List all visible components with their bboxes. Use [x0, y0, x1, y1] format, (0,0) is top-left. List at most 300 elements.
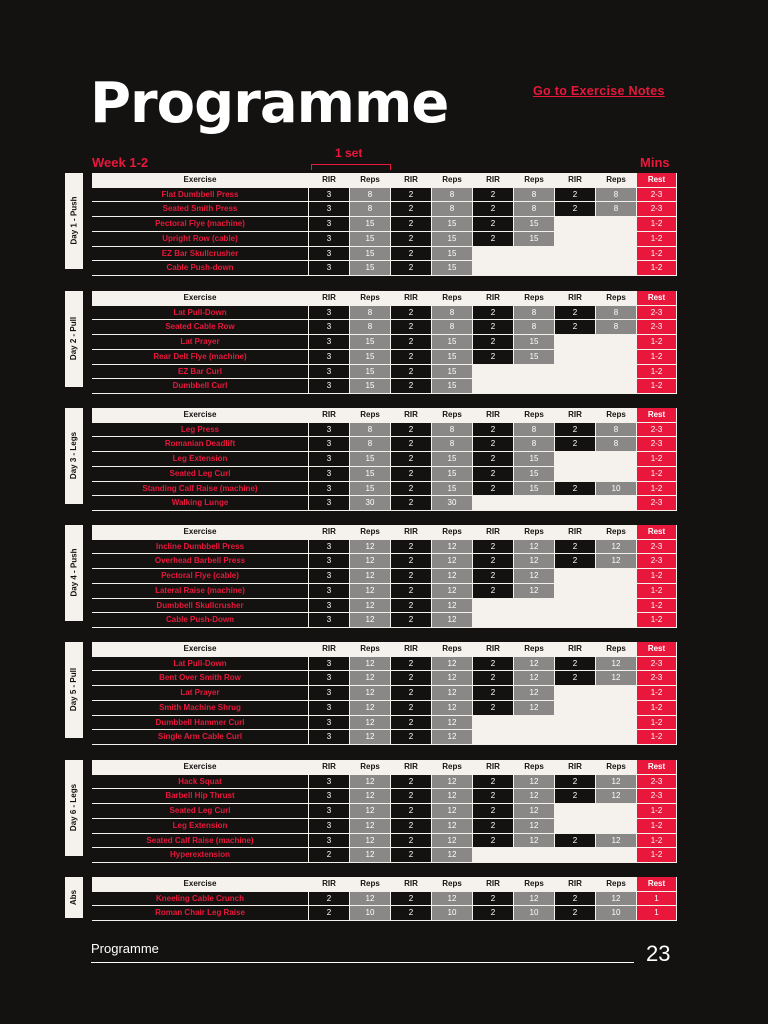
rir-cell: 3 — [309, 202, 350, 217]
rir-cell: 3 — [309, 188, 350, 203]
table-row — [92, 701, 677, 716]
rir-cell: 2 — [391, 202, 432, 217]
exercise-name: Seated Leg Curl — [92, 804, 309, 819]
column-header: Reps — [514, 642, 555, 657]
rir-cell: 2 — [555, 306, 596, 321]
rest-cell: 1-2 — [637, 804, 677, 819]
exercise-name: Leg Extension — [92, 819, 309, 834]
rest-cell: 1-2 — [637, 599, 677, 614]
exercise-name: Standing Calf Raise (machine) — [92, 482, 309, 497]
column-header: RIR — [309, 877, 350, 892]
rir-cell: 2 — [391, 686, 432, 701]
reps-cell: 12 — [432, 540, 473, 555]
table-row — [92, 261, 677, 276]
rir-cell: 2 — [391, 496, 432, 511]
rest-cell: 1-2 — [637, 247, 677, 262]
rir-cell: 3 — [309, 261, 350, 276]
reps-cell: 15 — [432, 261, 473, 276]
rir-cell: 2 — [555, 320, 596, 335]
empty-cell — [473, 261, 514, 276]
exercise-name: Seated Calf Raise (machine) — [92, 834, 309, 849]
reps-cell: 15 — [432, 452, 473, 467]
rir-cell: 2 — [473, 657, 514, 672]
rir-cell: 2 — [555, 202, 596, 217]
rest-cell: 2-3 — [637, 496, 677, 511]
exercise-name: Lateral Raise (machine) — [92, 584, 309, 599]
rir-cell: 3 — [309, 247, 350, 262]
column-header: Reps — [432, 760, 473, 775]
rir-cell: 2 — [473, 217, 514, 232]
column-header: RIR — [309, 173, 350, 188]
column-header: Rest — [637, 760, 677, 775]
exercise-table — [92, 173, 677, 276]
reps-cell: 12 — [596, 554, 637, 569]
column-header: RIR — [309, 291, 350, 306]
exercise-name: EZ Bar Skullcrusher — [92, 247, 309, 262]
reps-cell: 15 — [514, 467, 555, 482]
column-header: Exercise — [92, 173, 309, 188]
exercise-name: Seated Smith Press — [92, 202, 309, 217]
column-header: Rest — [637, 291, 677, 306]
rest-cell: 1-2 — [637, 848, 677, 863]
reps-cell: 12 — [514, 671, 555, 686]
reps-cell: 12 — [432, 613, 473, 628]
exercise-name: Upright Row (cable) — [92, 232, 309, 247]
empty-cell — [514, 848, 555, 863]
table-header-row — [92, 291, 677, 306]
reps-cell: 10 — [596, 906, 637, 921]
reps-cell: 15 — [432, 232, 473, 247]
empty-cell — [596, 261, 637, 276]
empty-cell — [555, 848, 596, 863]
table-row — [92, 437, 677, 452]
reps-cell: 15 — [350, 482, 391, 497]
rir-cell: 2 — [473, 819, 514, 834]
rir-cell: 2 — [473, 892, 514, 907]
empty-cell — [555, 496, 596, 511]
reps-cell: 8 — [514, 202, 555, 217]
column-header: RIR — [391, 173, 432, 188]
reps-cell: 30 — [350, 496, 391, 511]
reps-cell: 8 — [596, 423, 637, 438]
empty-cell — [596, 335, 637, 350]
rir-cell: 2 — [391, 848, 432, 863]
rir-cell: 2 — [473, 554, 514, 569]
reps-cell: 15 — [514, 335, 555, 350]
reps-cell: 12 — [350, 701, 391, 716]
rir-cell: 2 — [473, 584, 514, 599]
column-header: RIR — [391, 760, 432, 775]
column-header: RIR — [555, 525, 596, 540]
table-row — [92, 202, 677, 217]
exercise-name: Leg Extension — [92, 452, 309, 467]
reps-cell: 12 — [514, 584, 555, 599]
rir-cell: 3 — [309, 467, 350, 482]
reps-cell: 12 — [596, 671, 637, 686]
rir-cell: 3 — [309, 306, 350, 321]
rir-cell: 2 — [473, 569, 514, 584]
reps-cell: 12 — [432, 892, 473, 907]
column-header: RIR — [473, 408, 514, 423]
day-label-text: Day 3 - Legs — [69, 432, 79, 480]
rest-cell: 1-2 — [637, 730, 677, 745]
reps-cell: 12 — [596, 789, 637, 804]
exercise-table — [92, 642, 677, 745]
reps-cell: 12 — [514, 789, 555, 804]
reps-cell: 15 — [432, 247, 473, 262]
empty-cell — [514, 599, 555, 614]
column-header: Reps — [350, 525, 391, 540]
table-row — [92, 671, 677, 686]
column-header: Reps — [350, 760, 391, 775]
empty-cell — [473, 365, 514, 380]
reps-cell: 8 — [350, 423, 391, 438]
empty-cell — [555, 730, 596, 745]
rest-cell: 2-3 — [637, 437, 677, 452]
rir-cell: 2 — [391, 554, 432, 569]
column-header: Reps — [596, 642, 637, 657]
reps-cell: 8 — [350, 306, 391, 321]
rir-cell: 2 — [473, 202, 514, 217]
empty-cell — [514, 247, 555, 262]
rest-cell: 1-2 — [637, 467, 677, 482]
reps-cell: 12 — [432, 569, 473, 584]
column-header: Rest — [637, 877, 677, 892]
rest-cell: 1-2 — [637, 350, 677, 365]
table-row — [92, 599, 677, 614]
column-header: Exercise — [92, 291, 309, 306]
reps-cell: 15 — [514, 232, 555, 247]
table-row — [92, 188, 677, 203]
table-row — [92, 804, 677, 819]
rest-cell: 2-3 — [637, 423, 677, 438]
empty-cell — [555, 686, 596, 701]
reps-cell: 12 — [514, 804, 555, 819]
reps-cell: 12 — [350, 892, 391, 907]
empty-cell — [555, 599, 596, 614]
empty-cell — [596, 584, 637, 599]
reps-cell: 8 — [350, 320, 391, 335]
rest-cell: 2-3 — [637, 657, 677, 672]
rir-cell: 3 — [309, 584, 350, 599]
rir-cell: 2 — [555, 554, 596, 569]
rir-cell: 2 — [391, 906, 432, 921]
rir-cell: 3 — [309, 232, 350, 247]
exercise-table — [92, 760, 677, 863]
reps-cell: 12 — [432, 716, 473, 731]
table-header-row — [92, 525, 677, 540]
column-header: RIR — [309, 760, 350, 775]
exercise-name: Seated Cable Row — [92, 320, 309, 335]
rir-cell: 2 — [555, 906, 596, 921]
rir-cell: 2 — [473, 540, 514, 555]
rir-cell: 2 — [391, 365, 432, 380]
exercise-name: Bent Over Smith Row — [92, 671, 309, 686]
column-header: Reps — [514, 877, 555, 892]
table-row — [92, 775, 677, 790]
column-header: Rest — [637, 642, 677, 657]
empty-cell — [596, 848, 637, 863]
reps-cell: 12 — [596, 540, 637, 555]
reps-cell: 12 — [432, 686, 473, 701]
rir-cell: 2 — [391, 613, 432, 628]
reps-cell: 8 — [350, 188, 391, 203]
reps-cell: 8 — [432, 202, 473, 217]
reps-cell: 12 — [514, 819, 555, 834]
rir-cell: 3 — [309, 554, 350, 569]
rir-cell: 2 — [473, 452, 514, 467]
table-row — [92, 379, 677, 394]
rir-cell: 3 — [309, 716, 350, 731]
table-row — [92, 217, 677, 232]
empty-cell — [555, 716, 596, 731]
rir-cell: 2 — [391, 261, 432, 276]
table-header-row — [92, 877, 677, 892]
table-row — [92, 540, 677, 555]
day-label — [65, 525, 83, 621]
exercise-name: Dumbbell Skullcrusher — [92, 599, 309, 614]
column-header: Exercise — [92, 642, 309, 657]
exercise-name: Lat Pull-Down — [92, 306, 309, 321]
exercise-name: Smith Machine Shrug — [92, 701, 309, 716]
empty-cell — [555, 584, 596, 599]
table-row — [92, 730, 677, 745]
empty-cell — [514, 365, 555, 380]
day-label-text: Day 4 - Push — [69, 548, 79, 597]
table-row — [92, 613, 677, 628]
table-row — [92, 848, 677, 863]
rest-cell: 1-2 — [637, 335, 677, 350]
reps-cell: 8 — [596, 306, 637, 321]
column-header: RIR — [309, 525, 350, 540]
empty-cell — [555, 379, 596, 394]
exercise-table — [92, 408, 677, 511]
table-row — [92, 247, 677, 262]
column-header: RIR — [555, 408, 596, 423]
column-header: RIR — [473, 173, 514, 188]
column-header: Exercise — [92, 760, 309, 775]
day-label — [65, 760, 83, 856]
table-row — [92, 834, 677, 849]
rest-cell: 2-3 — [637, 320, 677, 335]
rir-cell: 3 — [309, 437, 350, 452]
day-label — [65, 291, 83, 387]
reps-cell: 15 — [350, 247, 391, 262]
reps-cell: 8 — [514, 423, 555, 438]
reps-cell: 10 — [432, 906, 473, 921]
column-header: RIR — [473, 525, 514, 540]
rir-cell: 3 — [309, 686, 350, 701]
reps-cell: 12 — [432, 834, 473, 849]
column-header: Reps — [596, 525, 637, 540]
column-header: RIR — [391, 642, 432, 657]
empty-cell — [555, 701, 596, 716]
rir-cell: 2 — [391, 540, 432, 555]
one-set-label: 1 set — [335, 146, 363, 160]
exercise-table — [92, 877, 677, 921]
rir-cell: 2 — [473, 306, 514, 321]
reps-cell: 12 — [350, 848, 391, 863]
rir-cell: 2 — [391, 247, 432, 262]
rir-cell: 3 — [309, 804, 350, 819]
reps-cell: 15 — [514, 217, 555, 232]
rest-cell: 2-3 — [637, 306, 677, 321]
day-label — [65, 173, 83, 269]
table-row — [92, 554, 677, 569]
exercise-name: Walking Lunge — [92, 496, 309, 511]
reps-cell: 30 — [432, 496, 473, 511]
rir-cell: 2 — [391, 320, 432, 335]
reps-cell: 12 — [350, 540, 391, 555]
exercise-name: Hyperextension — [92, 848, 309, 863]
rir-cell: 2 — [473, 804, 514, 819]
empty-cell — [596, 804, 637, 819]
rir-cell: 3 — [309, 701, 350, 716]
reps-cell: 8 — [596, 437, 637, 452]
footer-divider — [91, 962, 634, 963]
rir-cell: 2 — [473, 423, 514, 438]
column-header: Reps — [432, 173, 473, 188]
empty-cell — [473, 730, 514, 745]
rir-cell: 2 — [555, 188, 596, 203]
rir-cell: 2 — [391, 701, 432, 716]
exercise-table — [92, 525, 677, 628]
day-label — [65, 877, 83, 918]
reps-cell: 12 — [596, 834, 637, 849]
rir-cell: 2 — [391, 834, 432, 849]
column-header: RIR — [391, 525, 432, 540]
rir-cell: 3 — [309, 320, 350, 335]
reps-cell: 12 — [350, 584, 391, 599]
empty-cell — [596, 247, 637, 262]
empty-cell — [596, 379, 637, 394]
rir-cell: 3 — [309, 775, 350, 790]
table-row — [92, 350, 677, 365]
rir-cell: 2 — [555, 775, 596, 790]
reps-cell: 12 — [350, 804, 391, 819]
rir-cell: 3 — [309, 671, 350, 686]
rir-cell: 2 — [391, 584, 432, 599]
column-header: RIR — [309, 408, 350, 423]
reps-cell: 12 — [514, 775, 555, 790]
column-header: RIR — [555, 291, 596, 306]
rir-cell: 2 — [555, 540, 596, 555]
empty-cell — [555, 365, 596, 380]
rir-cell: 2 — [555, 437, 596, 452]
day-label — [65, 642, 83, 738]
rest-cell: 1-2 — [637, 716, 677, 731]
reps-cell: 10 — [514, 906, 555, 921]
column-header: Reps — [514, 408, 555, 423]
reps-cell: 12 — [350, 716, 391, 731]
empty-cell — [596, 232, 637, 247]
empty-cell — [555, 804, 596, 819]
rest-cell: 2-3 — [637, 671, 677, 686]
table-row — [92, 423, 677, 438]
column-header: Exercise — [92, 877, 309, 892]
reps-cell: 12 — [432, 775, 473, 790]
empty-cell — [596, 686, 637, 701]
column-header: Reps — [432, 877, 473, 892]
reps-cell: 15 — [514, 350, 555, 365]
table-row — [92, 365, 677, 380]
rir-cell: 2 — [555, 657, 596, 672]
reps-cell: 12 — [514, 657, 555, 672]
empty-cell — [596, 569, 637, 584]
empty-cell — [596, 716, 637, 731]
table-row — [92, 335, 677, 350]
reps-cell: 12 — [432, 819, 473, 834]
reps-cell: 8 — [596, 188, 637, 203]
empty-cell — [596, 613, 637, 628]
column-header: RIR — [473, 877, 514, 892]
empty-cell — [473, 247, 514, 262]
rest-cell: 2-3 — [637, 554, 677, 569]
rest-cell: 1-2 — [637, 217, 677, 232]
exercise-notes-link[interactable]: Go to Exercise Notes — [533, 84, 665, 98]
one-set-bracket — [311, 164, 391, 170]
rest-cell: 2-3 — [637, 789, 677, 804]
reps-cell: 8 — [514, 188, 555, 203]
rir-cell: 2 — [473, 775, 514, 790]
rir-cell: 2 — [391, 671, 432, 686]
reps-cell: 15 — [350, 232, 391, 247]
day-label-text: Day 5 - Pull — [69, 668, 79, 712]
empty-cell — [555, 350, 596, 365]
reps-cell: 8 — [432, 306, 473, 321]
reps-cell: 12 — [596, 775, 637, 790]
rir-cell: 2 — [391, 437, 432, 452]
table-row — [92, 320, 677, 335]
reps-cell: 12 — [350, 834, 391, 849]
reps-cell: 12 — [514, 686, 555, 701]
rir-cell: 2 — [391, 804, 432, 819]
rest-cell: 1-2 — [637, 365, 677, 380]
column-header: Rest — [637, 408, 677, 423]
rir-cell: 3 — [309, 350, 350, 365]
exercise-name: Barbell Hip Thrust — [92, 789, 309, 804]
rir-cell: 2 — [391, 232, 432, 247]
reps-cell: 8 — [350, 437, 391, 452]
exercise-name: Kneeling Cable Crunch — [92, 892, 309, 907]
exercise-name: Overhead Barbell Press — [92, 554, 309, 569]
rest-cell: 1 — [637, 892, 677, 907]
reps-cell: 12 — [350, 657, 391, 672]
column-header: Exercise — [92, 525, 309, 540]
rir-cell: 2 — [391, 188, 432, 203]
empty-cell — [555, 452, 596, 467]
rir-cell: 3 — [309, 423, 350, 438]
column-header: Reps — [596, 173, 637, 188]
reps-cell: 12 — [350, 569, 391, 584]
rir-cell: 3 — [309, 569, 350, 584]
reps-cell: 12 — [350, 789, 391, 804]
empty-cell — [596, 452, 637, 467]
rir-cell: 2 — [309, 848, 350, 863]
rir-cell: 2 — [473, 906, 514, 921]
empty-cell — [555, 232, 596, 247]
empty-cell — [555, 335, 596, 350]
column-header: Reps — [350, 408, 391, 423]
rir-cell: 2 — [473, 686, 514, 701]
column-header: RIR — [555, 877, 596, 892]
rir-cell: 2 — [473, 482, 514, 497]
reps-cell: 15 — [514, 482, 555, 497]
column-header: Reps — [350, 642, 391, 657]
reps-cell: 8 — [596, 320, 637, 335]
rir-cell: 3 — [309, 730, 350, 745]
table-row — [92, 686, 677, 701]
